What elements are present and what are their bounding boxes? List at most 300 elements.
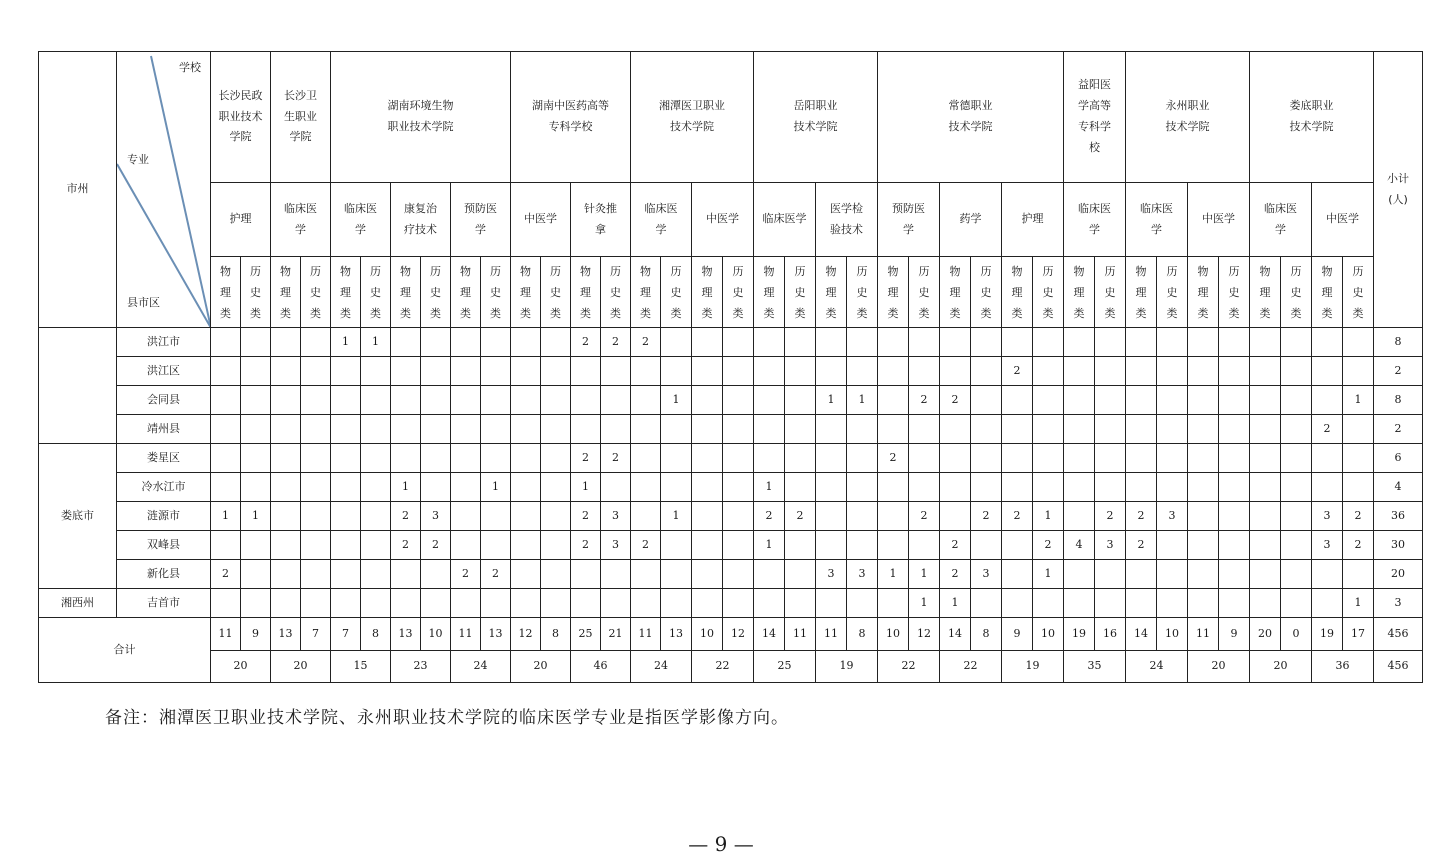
value-cell (241, 328, 271, 357)
category-header: 历 史 类 (785, 257, 816, 328)
value-cell (1157, 415, 1188, 444)
value-cell (1002, 444, 1033, 473)
table-row (39, 415, 1423, 444)
row-subtotal-cell: 6 (1374, 444, 1423, 473)
row-subtotal-cell: 30 (1374, 531, 1423, 560)
row-subtotal-cell: 36 (1374, 502, 1423, 531)
value-cell (723, 560, 754, 589)
value-cell (940, 415, 971, 444)
category-header: 物 理 类 (1002, 257, 1033, 328)
value-cell (816, 473, 847, 502)
category-header: 历 史 类 (1157, 257, 1188, 328)
value-cell (1157, 444, 1188, 473)
value-cell (271, 531, 301, 560)
value-cell (1095, 444, 1126, 473)
value-cell (331, 415, 361, 444)
value-cell (1312, 357, 1343, 386)
value-cell (331, 444, 361, 473)
value-cell (940, 444, 971, 473)
category-header: 历 史 类 (361, 257, 391, 328)
value-cell: 3 (601, 502, 631, 531)
value-cell (421, 560, 451, 589)
value-cell (1002, 473, 1033, 502)
value-cell (1157, 473, 1188, 502)
school-header: 长沙民政 职业技术 学院 (211, 52, 271, 183)
category-header: 物 理 类 (571, 257, 601, 328)
value-cell (301, 357, 331, 386)
page-number: — 9 — (688, 832, 754, 856)
major-header: 中医学 (1188, 183, 1250, 257)
value-cell (211, 386, 241, 415)
value-cell (361, 357, 391, 386)
major-header: 中医学 (692, 183, 754, 257)
value-cell (541, 328, 571, 357)
value-cell (421, 415, 451, 444)
value-cell: 2 (909, 386, 940, 415)
value-cell (1064, 502, 1095, 531)
value-cell (511, 473, 541, 502)
value-cell: 2 (971, 502, 1002, 531)
enrollment-plan-table-wrap (38, 51, 1423, 683)
category-header: 物 理 类 (1126, 257, 1157, 328)
value-cell (971, 444, 1002, 473)
value-cell (723, 415, 754, 444)
value-cell: 3 (1312, 531, 1343, 560)
value-cell (631, 357, 661, 386)
value-cell (331, 589, 361, 618)
total-category-cell: 13 (481, 618, 511, 651)
value-cell (1219, 589, 1250, 618)
total-category-cell: 10 (1157, 618, 1188, 651)
value-cell (1343, 328, 1374, 357)
value-cell: 2 (451, 560, 481, 589)
value-cell (331, 357, 361, 386)
value-cell (481, 357, 511, 386)
value-cell (1064, 473, 1095, 502)
value-cell (1095, 415, 1126, 444)
total-major-cell: 25 (754, 651, 816, 683)
county-cell: 涟源市 (117, 502, 211, 531)
value-cell (1250, 357, 1281, 386)
value-cell (847, 444, 878, 473)
value-cell (391, 415, 421, 444)
value-cell (971, 589, 1002, 618)
total-category-cell: 20 (1250, 618, 1281, 651)
total-category-cell: 21 (601, 618, 631, 651)
value-cell (847, 531, 878, 560)
value-cell (1250, 328, 1281, 357)
value-cell (816, 531, 847, 560)
value-cell (631, 560, 661, 589)
value-cell (271, 415, 301, 444)
value-cell: 2 (1343, 502, 1374, 531)
county-cell: 新化县 (117, 560, 211, 589)
value-cell (661, 473, 692, 502)
category-header: 历 史 类 (601, 257, 631, 328)
value-cell (1064, 328, 1095, 357)
total-major-cell: 23 (391, 651, 451, 683)
value-cell (1188, 444, 1219, 473)
table-row (39, 386, 1423, 415)
corner-header (117, 52, 211, 328)
value-cell (1064, 589, 1095, 618)
value-cell (1126, 560, 1157, 589)
value-cell: 1 (1343, 386, 1374, 415)
value-cell (571, 386, 601, 415)
value-cell: 3 (847, 560, 878, 589)
value-cell (1312, 589, 1343, 618)
total-category-cell: 9 (1002, 618, 1033, 651)
value-cell (723, 502, 754, 531)
category-header: 历 史 类 (1033, 257, 1064, 328)
total-category-cell: 7 (331, 618, 361, 651)
value-cell (661, 531, 692, 560)
value-cell: 1 (878, 560, 909, 589)
value-cell (481, 444, 511, 473)
value-cell (301, 415, 331, 444)
value-cell: 1 (754, 473, 785, 502)
totals-row-major (39, 651, 1423, 683)
value-cell (571, 415, 601, 444)
value-cell: 2 (940, 386, 971, 415)
value-cell: 2 (878, 444, 909, 473)
value-cell (481, 386, 511, 415)
value-cell (909, 444, 940, 473)
value-cell (391, 560, 421, 589)
county-cell: 冷水江市 (117, 473, 211, 502)
value-cell (541, 473, 571, 502)
value-cell (1033, 328, 1064, 357)
value-cell (1002, 328, 1033, 357)
value-cell (816, 415, 847, 444)
value-cell (1095, 328, 1126, 357)
value-cell: 3 (601, 531, 631, 560)
diagonal-lines (117, 52, 211, 328)
value-cell (692, 531, 723, 560)
value-cell (847, 589, 878, 618)
value-cell: 2 (421, 531, 451, 560)
row-subtotal-cell: 2 (1374, 357, 1423, 386)
value-cell (631, 589, 661, 618)
value-cell (301, 473, 331, 502)
value-cell (785, 531, 816, 560)
value-cell (421, 473, 451, 502)
total-category-cell: 10 (421, 618, 451, 651)
value-cell (1033, 473, 1064, 502)
value-cell (391, 589, 421, 618)
value-cell (971, 386, 1002, 415)
value-cell (661, 328, 692, 357)
value-cell (271, 560, 301, 589)
total-category-cell: 9 (1219, 618, 1250, 651)
value-cell (211, 531, 241, 560)
value-cell (1064, 560, 1095, 589)
major-header: 医学检 验技术 (816, 183, 878, 257)
value-cell (847, 357, 878, 386)
total-major-cell: 46 (571, 651, 631, 683)
value-cell (1188, 502, 1219, 531)
value-cell (451, 502, 481, 531)
value-cell (361, 502, 391, 531)
value-cell (271, 589, 301, 618)
value-cell (541, 444, 571, 473)
county-cell: 靖州县 (117, 415, 211, 444)
value-cell (692, 502, 723, 531)
value-cell (1219, 386, 1250, 415)
value-cell (1281, 357, 1312, 386)
value-cell (1126, 357, 1157, 386)
value-cell (1033, 357, 1064, 386)
value-cell (1064, 386, 1095, 415)
value-cell (241, 386, 271, 415)
value-cell (940, 473, 971, 502)
value-cell (1188, 589, 1219, 618)
value-cell: 2 (909, 502, 940, 531)
school-header: 湖南中医药高等 专科学校 (511, 52, 631, 183)
value-cell (571, 357, 601, 386)
city-cell (39, 328, 117, 444)
total-major-cell: 24 (631, 651, 692, 683)
value-cell (661, 415, 692, 444)
value-cell (816, 328, 847, 357)
value-cell (631, 473, 661, 502)
value-cell (847, 328, 878, 357)
value-cell (541, 531, 571, 560)
totals-label: 合计 (39, 618, 211, 683)
total-category-cell: 8 (847, 618, 878, 651)
category-header: 历 史 类 (541, 257, 571, 328)
value-cell (971, 357, 1002, 386)
total-category-cell: 11 (451, 618, 481, 651)
value-cell (511, 357, 541, 386)
value-cell (1219, 444, 1250, 473)
value-cell (692, 357, 723, 386)
value-cell: 3 (816, 560, 847, 589)
value-cell: 1 (361, 328, 391, 357)
total-category-cell: 17 (1343, 618, 1374, 651)
total-category-cell: 14 (754, 618, 785, 651)
value-cell (1250, 386, 1281, 415)
value-cell (1250, 502, 1281, 531)
value-cell (1126, 589, 1157, 618)
row-subtotal-cell: 3 (1374, 589, 1423, 618)
value-cell: 1 (909, 589, 940, 618)
value-cell (391, 357, 421, 386)
value-cell (361, 415, 391, 444)
value-cell (723, 328, 754, 357)
value-cell: 2 (391, 502, 421, 531)
value-cell (421, 386, 451, 415)
school-header: 娄底职业 技术学院 (1250, 52, 1374, 183)
value-cell (211, 415, 241, 444)
value-cell (971, 328, 1002, 357)
value-cell (692, 589, 723, 618)
value-cell (1312, 386, 1343, 415)
value-cell (878, 415, 909, 444)
value-cell (1033, 444, 1064, 473)
value-cell (1033, 386, 1064, 415)
value-cell (909, 473, 940, 502)
value-cell: 2 (1126, 502, 1157, 531)
total-major-cell: 24 (1126, 651, 1188, 683)
category-header: 物 理 类 (1250, 257, 1281, 328)
value-cell: 3 (1157, 502, 1188, 531)
value-cell: 3 (421, 502, 451, 531)
major-header: 预防医 学 (451, 183, 511, 257)
value-cell (451, 531, 481, 560)
value-cell (631, 415, 661, 444)
total-category-cell: 25 (571, 618, 601, 651)
value-cell (909, 328, 940, 357)
value-cell (847, 415, 878, 444)
value-cell (211, 473, 241, 502)
total-category-cell: 10 (878, 618, 909, 651)
value-cell (1095, 357, 1126, 386)
value-cell (816, 357, 847, 386)
value-cell (878, 589, 909, 618)
county-cell: 会同县 (117, 386, 211, 415)
value-cell (1157, 531, 1188, 560)
total-category-cell: 12 (511, 618, 541, 651)
value-cell (723, 473, 754, 502)
major-header: 中医学 (1312, 183, 1374, 257)
value-cell (211, 589, 241, 618)
value-cell (816, 444, 847, 473)
value-cell (723, 589, 754, 618)
value-cell: 1 (940, 589, 971, 618)
value-cell (1157, 560, 1188, 589)
value-cell (1312, 560, 1343, 589)
major-header: 临床医 学 (1126, 183, 1188, 257)
value-cell (1188, 328, 1219, 357)
total-category-cell: 14 (1126, 618, 1157, 651)
major-header: 预防医 学 (878, 183, 940, 257)
value-cell: 3 (1095, 531, 1126, 560)
value-cell (211, 444, 241, 473)
total-category-cell: 10 (1033, 618, 1064, 651)
value-cell (451, 357, 481, 386)
category-header: 历 史 类 (241, 257, 271, 328)
value-cell (1188, 531, 1219, 560)
value-cell (361, 386, 391, 415)
value-cell (391, 328, 421, 357)
major-header: 临床医学 (754, 183, 816, 257)
value-cell (1064, 415, 1095, 444)
value-cell: 2 (601, 328, 631, 357)
value-cell (754, 444, 785, 473)
value-cell (541, 589, 571, 618)
value-cell (1002, 386, 1033, 415)
value-cell: 2 (481, 560, 511, 589)
school-axis-label: 学校 (179, 61, 201, 74)
value-cell: 2 (754, 502, 785, 531)
value-cell (847, 502, 878, 531)
table-row (39, 444, 1423, 473)
total-major-cell: 20 (271, 651, 331, 683)
value-cell (421, 328, 451, 357)
value-cell (451, 328, 481, 357)
value-cell (785, 328, 816, 357)
value-cell (785, 386, 816, 415)
value-cell (601, 415, 631, 444)
category-header: 物 理 类 (631, 257, 661, 328)
category-header: 物 理 类 (754, 257, 785, 328)
total-major-cell: 20 (1250, 651, 1312, 683)
value-cell (754, 328, 785, 357)
total-category-cell: 11 (816, 618, 847, 651)
value-cell (571, 589, 601, 618)
value-cell (1343, 473, 1374, 502)
major-header: 临床医 学 (631, 183, 692, 257)
value-cell (1250, 415, 1281, 444)
value-cell (331, 531, 361, 560)
total-category-cell: 19 (1064, 618, 1095, 651)
value-cell (481, 589, 511, 618)
value-cell (723, 444, 754, 473)
value-cell (1281, 473, 1312, 502)
value-cell (241, 589, 271, 618)
value-cell (878, 531, 909, 560)
category-header: 历 史 类 (661, 257, 692, 328)
value-cell (301, 386, 331, 415)
table-row (39, 502, 1423, 531)
category-header: 物 理 类 (211, 257, 241, 328)
category-header: 历 史 类 (481, 257, 511, 328)
value-cell (511, 589, 541, 618)
total-category-cell: 19 (1312, 618, 1343, 651)
value-cell (301, 531, 331, 560)
value-cell (1157, 386, 1188, 415)
value-cell (1188, 357, 1219, 386)
total-category-cell: 12 (909, 618, 940, 651)
value-cell (481, 502, 511, 531)
major-header: 针灸推 拿 (571, 183, 631, 257)
value-cell (301, 502, 331, 531)
row-subtotal-cell: 2 (1374, 415, 1423, 444)
value-cell (1219, 560, 1250, 589)
value-cell (331, 386, 361, 415)
value-cell (909, 415, 940, 444)
value-cell (271, 502, 301, 531)
value-cell (241, 357, 271, 386)
value-cell (1281, 415, 1312, 444)
value-cell (909, 357, 940, 386)
row-subtotal-cell: 8 (1374, 328, 1423, 357)
value-cell (1219, 328, 1250, 357)
value-cell (391, 444, 421, 473)
value-cell (631, 444, 661, 473)
value-cell (1343, 444, 1374, 473)
value-cell (541, 386, 571, 415)
major-header: 临床医 学 (331, 183, 391, 257)
value-cell (878, 357, 909, 386)
value-cell (331, 473, 361, 502)
value-cell (421, 357, 451, 386)
table-row (39, 560, 1423, 589)
category-header: 历 史 类 (1343, 257, 1374, 328)
total-category-cell: 10 (692, 618, 723, 651)
value-cell (1033, 415, 1064, 444)
value-cell (1126, 473, 1157, 502)
value-cell (1219, 473, 1250, 502)
value-cell (1250, 444, 1281, 473)
value-cell (785, 589, 816, 618)
category-header: 历 史 类 (971, 257, 1002, 328)
value-cell (511, 386, 541, 415)
value-cell (1343, 415, 1374, 444)
value-cell (481, 531, 511, 560)
value-cell (1064, 357, 1095, 386)
